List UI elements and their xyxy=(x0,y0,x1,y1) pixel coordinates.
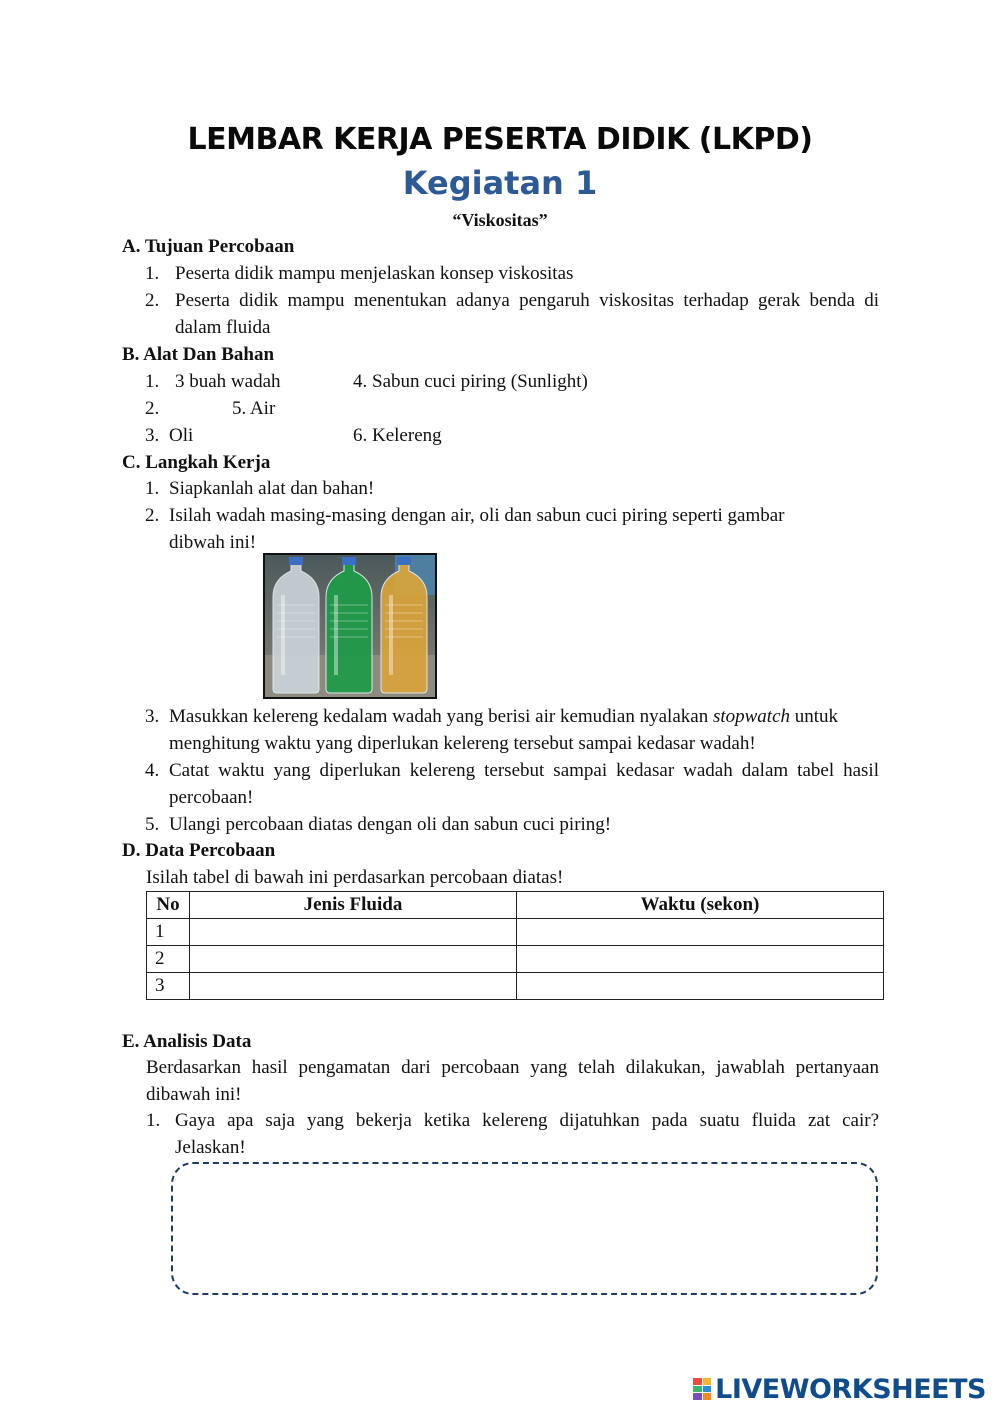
logo-square xyxy=(693,1393,702,1400)
section-e-intro-line-2: dibawah ini! xyxy=(146,1084,242,1105)
answer-box[interactable] xyxy=(171,1162,878,1295)
logo-icon xyxy=(693,1378,711,1400)
step-1: Siapkanlah alat dan bahan! xyxy=(169,478,375,499)
time-cell[interactable] xyxy=(517,946,884,973)
material-2-number: 2. xyxy=(145,398,160,419)
section-a-item-1: Peserta didik mampu menjelaskan konsep viskositas xyxy=(175,263,574,284)
question-1-line-2: Jelaskan! xyxy=(175,1137,246,1158)
material-5: 5. Air xyxy=(232,398,276,419)
section-e-intro-line-1: Berdasarkan hasil pengamatan dari percobaan yang telah dilakukan, jawablah pertanyaan xyxy=(146,1057,879,1078)
bottles-illustration xyxy=(265,555,435,697)
row-number: 3 xyxy=(147,973,190,1000)
table-header-row xyxy=(147,892,884,919)
section-a-item-2-line-2: dalam fluida xyxy=(175,317,271,338)
table-row xyxy=(147,919,884,946)
material-1-number: 1. xyxy=(145,371,160,392)
material-3-number: 3. xyxy=(145,425,160,446)
page-title: LEMBAR KERJA PESERTA DIDIK (LKPD) xyxy=(187,122,813,157)
step-2-line-1: Isilah wadah masing-masing dengan air, oli dan sabun cuci piring seperti gambar xyxy=(169,505,785,526)
step-5: Ulangi percobaan diatas dengan oli dan sabun cuci piring! xyxy=(169,814,612,835)
stopwatch-term: stopwatch xyxy=(712,706,791,727)
section-a-item-1-number: 1. xyxy=(145,263,160,284)
topic-label: “Viskositas” xyxy=(452,210,548,230)
step-2-number: 2. xyxy=(145,505,160,526)
step-4-line-1: Catat waktu yang diperlukan kelereng tersebut sampai kedasar wadah dalam tabel hasil xyxy=(169,760,879,781)
logo-square xyxy=(703,1378,712,1385)
table-row xyxy=(147,973,884,1000)
bottles-photo xyxy=(263,553,437,699)
data-table xyxy=(146,891,884,1000)
step-4-number: 4. xyxy=(145,760,160,781)
material-3: Oli xyxy=(169,425,194,446)
material-4: 4. Sabun cuci piring (Sunlight) xyxy=(353,371,588,392)
step-2-line-2: dibwah ini! xyxy=(169,532,257,553)
table-row xyxy=(147,946,884,973)
step-1-number: 1. xyxy=(145,478,160,499)
time-cell[interactable] xyxy=(517,973,884,1000)
liveworksheets-logo xyxy=(693,1372,986,1406)
header-no: No xyxy=(147,892,190,919)
logo-square xyxy=(703,1393,712,1400)
section-c-heading: C. Langkah Kerja xyxy=(122,452,271,473)
row-number: 2 xyxy=(147,946,190,973)
activity-subtitle: Kegiatan 1 xyxy=(402,164,598,202)
section-e-heading: E. Analisis Data xyxy=(122,1031,252,1052)
question-1-number: 1. xyxy=(146,1110,161,1131)
logo-text: LIVEWORKSHEETS xyxy=(715,1373,986,1405)
step-3-number: 3. xyxy=(145,706,160,727)
step-3-line-1: Masukkan kelereng kedalam wadah yang berisi air kemudian nyalakan stopwatch untuk xyxy=(169,706,839,727)
step-3-line-2: menghitung waktu yang diperlukan kelereng tersebut sampai kedasar wadah! xyxy=(169,733,756,754)
section-a-item-2-line-1: Peserta didik mampu menentukan adanya pengaruh viskositas terhadap gerak benda di xyxy=(175,290,879,311)
logo-square xyxy=(693,1386,702,1393)
section-b-heading: B. Alat Dan Bahan xyxy=(122,344,275,365)
material-6: 6. Kelereng xyxy=(353,425,442,446)
question-1-line-1: Gaya apa saja yang bekerja ketika kelereng dijatuhkan pada suatu fluida zat cair? xyxy=(175,1110,879,1131)
row-number: 1 xyxy=(147,919,190,946)
material-1: 3 buah wadah xyxy=(175,371,281,392)
fluid-type-cell[interactable] xyxy=(190,919,517,946)
logo-square xyxy=(693,1378,702,1385)
step-5-number: 5. xyxy=(145,814,160,835)
section-a-heading: A. Tujuan Percobaan xyxy=(122,236,295,257)
fluid-type-cell[interactable] xyxy=(190,973,517,1000)
time-cell[interactable] xyxy=(517,919,884,946)
header-time: Waktu (sekon) xyxy=(517,892,884,919)
header-fluid-type: Jenis Fluida xyxy=(190,892,517,919)
section-a-item-2-number: 2. xyxy=(145,290,160,311)
logo-square xyxy=(703,1386,712,1393)
table-instruction: Isilah tabel di bawah ini perdasarkan percobaan diatas! xyxy=(146,867,564,888)
section-d-heading: D. Data Percobaan xyxy=(122,840,276,861)
fluid-type-cell[interactable] xyxy=(190,946,517,973)
step-4-line-2: percobaan! xyxy=(169,787,254,808)
